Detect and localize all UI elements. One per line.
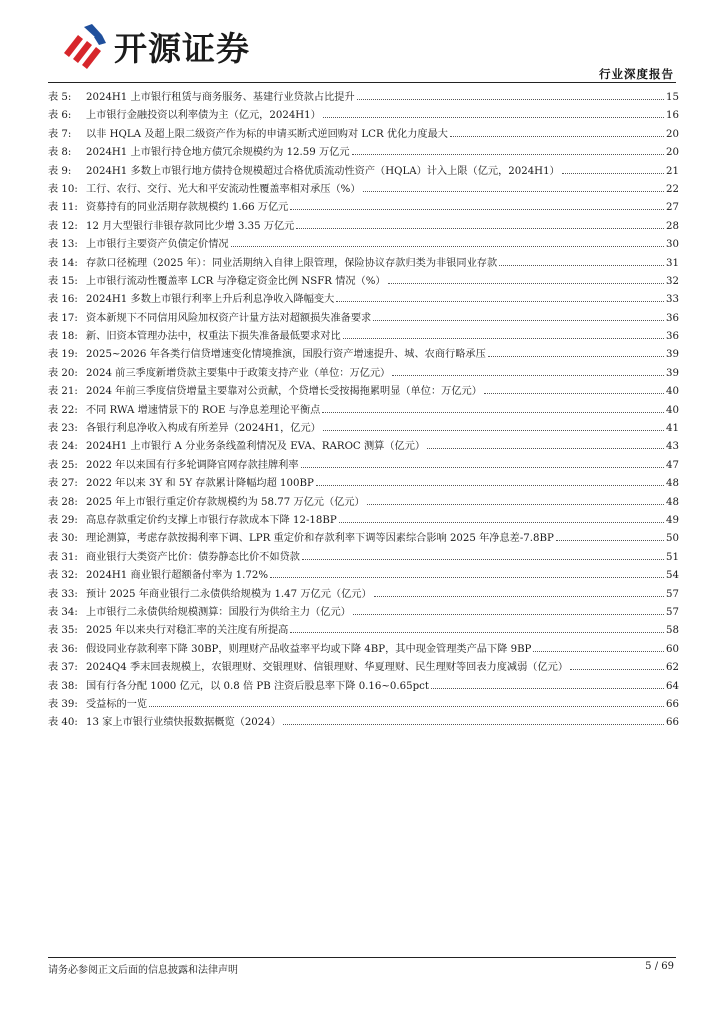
toc-leader-dots — [302, 559, 664, 560]
toc-leader-dots — [431, 688, 664, 689]
toc-leader-dots — [363, 191, 664, 192]
toc-entry-number: 表 19: — [48, 349, 78, 361]
toc-entry-number: 表 11: — [48, 202, 78, 214]
toc-entry[interactable] — [48, 254, 679, 272]
toc-entry[interactable] — [48, 713, 679, 731]
toc-entry-page[interactable]: 43 — [666, 441, 679, 453]
toc-entry-title[interactable]: 2024 年前三季度信贷增量主要靠对公贡献，个贷增长受按揭拖累明显（单位：万亿元） — [86, 386, 482, 398]
toc-leader-dots — [231, 246, 664, 247]
toc-entry-title[interactable]: 高息存款重定价约支撑上市银行存款成本下降 12-18BP — [86, 514, 337, 526]
toc-leader-dots — [392, 375, 664, 376]
toc-entry[interactable] — [48, 658, 679, 676]
toc-entry-page[interactable]: 57 — [666, 588, 679, 600]
toc-entry-page[interactable]: 66 — [666, 698, 679, 710]
toc-entry-title[interactable]: 新、旧资本管理办法中，权重法下损失准备最低要求对比 — [86, 331, 341, 343]
toc-entry-title[interactable]: 预计 2025 年商业银行二永债供给规模为 1.47 万亿元（亿元） — [86, 588, 372, 600]
toc-entry-title[interactable]: 12 月大型银行非银存款同比少增 3.35 万亿元 — [86, 220, 295, 232]
toc-entry-page[interactable]: 58 — [666, 625, 679, 637]
toc-entry-page[interactable]: 20 — [666, 147, 679, 159]
toc-entry-number: 表 21: — [48, 386, 78, 398]
toc-leader-dots — [357, 99, 664, 100]
toc-entry-page[interactable]: 60 — [666, 643, 679, 655]
toc-entry-title[interactable]: 2024H1 上市银行 A 分业务条线盈利情况及 EVA、RAROC 测算（亿元） — [86, 441, 426, 453]
toc-leader-dots — [484, 393, 664, 394]
toc-entry-page[interactable]: 64 — [666, 680, 679, 692]
toc-entry-title[interactable]: 上市银行金融投资以利率债为主（亿元，2024H1） — [86, 110, 321, 122]
toc-entry-title[interactable]: 各银行利息净收入构成有所差异（2024H1，亿元） — [86, 423, 321, 435]
toc-entry-number: 表 37: — [48, 662, 78, 674]
toc-entry-number: 表 35: — [48, 625, 78, 637]
toc-entry[interactable] — [48, 217, 679, 235]
toc-entry-page[interactable]: 22 — [666, 183, 679, 195]
toc-entry-page[interactable]: 48 — [666, 478, 679, 490]
toc-entry-number: 表 34: — [48, 606, 78, 618]
report-type-label: 行业深度报告 — [599, 67, 674, 81]
toc-entry[interactable] — [48, 180, 679, 198]
toc-entry-number: 表 7: — [48, 128, 72, 140]
toc-entry-title[interactable]: 资募持有的同业活期存款规模约 1.66 万亿元 — [86, 202, 289, 214]
toc-entry-title[interactable]: 2025 年以来央行对稳汇率的关注度有所提高 — [86, 625, 289, 637]
toc-entry-title[interactable]: 以非 HQLA 及超上限二级资产作为标的申请买断式逆回购对 LCR 优化力度最大 — [86, 128, 448, 140]
toc-leader-dots — [323, 117, 664, 118]
toc-entry[interactable] — [48, 456, 679, 474]
toc-entry-number: 表 36: — [48, 643, 78, 655]
toc-entry-title[interactable]: 2024Q4 季末回表规模上，农银理财、交银理财、信银理财、华夏理财、民生理财等回表力度减弱（亿元） — [86, 662, 569, 674]
toc-entry[interactable] — [48, 125, 679, 143]
toc-entry-page[interactable]: 41 — [666, 423, 679, 435]
toc-entry-number: 表 20: — [48, 367, 78, 379]
toc-entry[interactable] — [48, 585, 679, 603]
toc-entry[interactable] — [48, 529, 679, 547]
toc-entry-title[interactable]: 理论测算，考虑存款按揭利率下调、LPR 重定价和存款利率下调等因素综合影响 2025 年净息差-7.8BP — [86, 533, 554, 545]
toc-leader-dots — [373, 320, 664, 321]
toc-entry-number: 表 18: — [48, 331, 78, 343]
toc-entry[interactable] — [48, 548, 679, 566]
toc-leader-dots — [290, 632, 664, 633]
toc-entry[interactable] — [48, 640, 679, 658]
toc-leader-dots — [556, 540, 664, 541]
toc-entry-page[interactable]: 39 — [666, 349, 679, 361]
toc-entry-number: 表 16: — [48, 294, 78, 306]
toc-entry-page[interactable]: 16 — [666, 110, 679, 122]
toc-entry[interactable] — [48, 309, 679, 327]
toc-entry-number: 表 10: — [48, 183, 78, 195]
toc-leader-dots — [301, 467, 664, 468]
toc-leader-dots — [283, 724, 664, 725]
toc-entry-page[interactable]: 33 — [666, 294, 679, 306]
toc-entry-number: 表 28: — [48, 496, 78, 508]
footer-divider — [48, 957, 676, 958]
toc-entry[interactable] — [48, 345, 679, 363]
toc-entry-title[interactable]: 上市银行流动性覆盖率 LCR 与净稳定资金比例 NSFR 情况（%） — [86, 275, 386, 287]
toc-entry[interactable] — [48, 566, 679, 584]
toc-entry[interactable] — [48, 364, 679, 382]
toc-entry[interactable] — [48, 272, 679, 290]
toc-leader-dots — [533, 651, 664, 652]
toc-entry-number: 表 5: — [48, 92, 72, 103]
toc-entry[interactable] — [48, 474, 679, 492]
toc-entry-page[interactable]: 36 — [666, 312, 679, 324]
toc-entry-page[interactable]: 66 — [666, 717, 679, 729]
toc-entry-title[interactable]: 存款口径梳理（2025 年）：同业活期纳入自律上限管理，保险协议存款归类为非银同业存款 — [86, 257, 498, 269]
toc-entry[interactable] — [48, 327, 679, 345]
toc-entry-page[interactable]: 32 — [666, 275, 679, 287]
toc-entry[interactable] — [48, 88, 679, 106]
toc-entry-number: 表 17: — [48, 312, 78, 324]
toc-entry-page[interactable]: 62 — [666, 662, 679, 674]
toc-entry-title[interactable]: 2024H1 商业银行超额备付率为 1.72% — [86, 570, 269, 582]
toc-entry-number: 表 38: — [48, 680, 78, 692]
brand-logo — [58, 22, 250, 70]
toc-entry-number: 表 13: — [48, 239, 78, 251]
toc-entry-page[interactable]: 50 — [666, 533, 679, 545]
toc-entry-number: 表 25: — [48, 459, 78, 471]
toc-leader-dots — [339, 522, 664, 523]
toc-entry[interactable] — [48, 695, 679, 713]
toc-entry-title[interactable]: 商业银行大类资产比价：债券静态比价不如贷款 — [86, 551, 300, 563]
toc-entry[interactable] — [48, 603, 679, 621]
toc-leader-dots — [322, 412, 664, 413]
toc-entry-title[interactable]: 资本新规下不同信用风险加权资产计量方法对超额损失准备要求 — [86, 312, 372, 324]
toc-entry-title[interactable]: 13 家上市银行业绩快报数据概览（2024） — [86, 717, 281, 729]
toc-entry-title[interactable]: 2025 年上市银行重定价存款规模约为 58.77 万亿元（亿元） — [86, 496, 365, 508]
toc-entry-number: 表 15: — [48, 275, 78, 287]
toc-entry-page[interactable]: 31 — [666, 257, 679, 269]
toc-entry[interactable] — [48, 290, 679, 308]
toc-entry[interactable] — [48, 143, 679, 161]
toc-entry-number: 表 29: — [48, 514, 78, 526]
toc-leader-dots — [352, 154, 664, 155]
toc-entry[interactable] — [48, 511, 679, 529]
toc-entry-number: 表 31: — [48, 551, 78, 563]
toc-entry-page[interactable]: 21 — [666, 165, 679, 177]
toc-entry-number: 表 32: — [48, 570, 78, 582]
toc-entry-page[interactable]: 28 — [666, 220, 679, 232]
toc-entry[interactable] — [48, 382, 679, 400]
toc-entry-page[interactable]: 48 — [666, 496, 679, 508]
toc-entry-page[interactable]: 20 — [666, 128, 679, 140]
toc-entry[interactable] — [48, 235, 679, 253]
toc-leader-dots — [296, 228, 664, 229]
toc-entry[interactable] — [48, 493, 679, 511]
toc-entry-number: 表 12: — [48, 220, 78, 232]
toc-entry-title[interactable]: 工行、农行、交行、光大和平安流动性覆盖率相对承压（%） — [86, 183, 361, 195]
toc-entry-page[interactable]: 40 — [666, 404, 679, 416]
toc-leader-dots — [570, 669, 664, 670]
toc-entry-title[interactable]: 2022 年以来国有行多轮调降官网存款挂牌利率 — [86, 459, 299, 471]
toc-entry-number: 表 30: — [48, 533, 78, 545]
toc-leader-dots — [343, 338, 664, 339]
toc-entry-title[interactable]: 上市银行二永债供给规模测算：国股行为供给主力（亿元） — [86, 606, 351, 618]
toc-entry-number: 表 14: — [48, 257, 78, 269]
toc-entry[interactable] — [48, 437, 679, 455]
toc-entry-title[interactable]: 2025~2026 年各类行信贷增速变化情境推演，国股行资产增速提升、城、农商行略承压 — [86, 349, 486, 361]
toc-entry-page[interactable]: 47 — [666, 459, 679, 471]
toc-entry-title[interactable]: 2024H1 上市银行租赁与商务服务、基建行业贷款占比提升 — [86, 92, 355, 103]
toc-entry[interactable] — [48, 401, 679, 419]
toc-leader-dots — [450, 136, 664, 137]
toc-leader-dots — [388, 283, 664, 284]
toc-entry-page[interactable]: 39 — [666, 367, 679, 379]
toc-leader-dots — [290, 209, 664, 210]
toc-entry-title[interactable]: 2024H1 多数上市银行地方债持仓规模超过合格优质流动性资产（HQLA）计入上限（亿元，2024H1） — [86, 165, 560, 177]
toc-entry-page[interactable]: 57 — [666, 606, 679, 618]
toc-entry-page[interactable]: 40 — [666, 386, 679, 398]
toc-entry[interactable] — [48, 621, 679, 639]
toc-entry-title[interactable]: 2024 前三季度新增贷款主要集中于政策支持产业（单位：万亿元） — [86, 367, 391, 379]
toc-entry-number: 表 8: — [48, 147, 72, 159]
toc-entry-number: 表 39: — [48, 698, 78, 710]
page-indicator: 5 / 69 — [645, 961, 674, 972]
toc-entry[interactable] — [48, 419, 679, 437]
header-divider — [48, 82, 676, 83]
toc-leader-dots — [353, 614, 664, 615]
toc-entry[interactable] — [48, 106, 679, 124]
toc-entry-number: 表 27: — [48, 478, 78, 490]
toc-entry-page[interactable]: 15 — [666, 92, 679, 103]
toc-entry-number: 表 22: — [48, 404, 78, 416]
toc-entry-number: 表 33: — [48, 588, 78, 600]
toc-entry-number: 表 6: — [48, 110, 72, 122]
toc-entry-title[interactable]: 不同 RWA 增速情景下的 ROE 与净息差理论平衡点 — [86, 404, 321, 416]
toc-entry[interactable] — [48, 677, 679, 695]
toc-entry-title[interactable]: 受益标的一览 — [86, 698, 148, 710]
toc-leader-dots — [316, 485, 664, 486]
toc-entry-number: 表 24: — [48, 441, 78, 453]
toc-leader-dots — [323, 430, 664, 431]
brand-name: 开源证券 — [114, 28, 250, 68]
toc-leader-dots — [367, 504, 664, 505]
toc-leader-dots — [562, 173, 664, 174]
toc-entry-page[interactable]: 27 — [666, 202, 679, 214]
toc-leader-dots — [499, 265, 664, 266]
toc-entry-title[interactable]: 假设同业存款利率下降 30BP，则理财产品收益率平均或下降 4BP，其中现金管理类产品下降 9BP — [86, 643, 532, 655]
toc-entry-number: 表 23: — [48, 423, 78, 435]
toc-entry[interactable] — [48, 162, 679, 180]
toc-leader-dots — [374, 596, 664, 597]
toc-leader-dots — [427, 448, 664, 449]
toc-leader-dots — [488, 356, 664, 357]
toc-entry-title[interactable]: 上市银行主要资产负债定价情况 — [86, 239, 229, 251]
toc-entry-title[interactable]: 2024H1 上市银行持仓地方债冗余规模约为 12.59 万亿元 — [86, 147, 350, 159]
toc-entry-page[interactable]: 36 — [666, 331, 679, 343]
brand-logo-icon — [58, 23, 108, 69]
toc-leader-dots — [336, 301, 664, 302]
disclaimer-text: 请务必参阅正文后面的信息披露和法律声明 — [48, 965, 238, 976]
toc-entry-page[interactable]: 51 — [666, 551, 679, 563]
toc-entry-number: 表 40: — [48, 717, 78, 729]
toc-entry-title[interactable]: 国有行各分配 1000 亿元，以 0.8 倍 PB 注资后股息率下降 0.16~0.65pct — [86, 680, 429, 692]
toc-entry-page[interactable]: 54 — [666, 570, 679, 582]
toc-entry-title[interactable]: 2024H1 多数上市银行利率上升后利息净收入降幅变大 — [86, 294, 335, 306]
toc-leader-dots — [149, 706, 664, 707]
toc-leader-dots — [270, 577, 664, 578]
toc-entry-number: 表 9: — [48, 165, 72, 177]
toc-entry-page[interactable]: 49 — [666, 514, 679, 526]
toc-entry-page[interactable]: 30 — [666, 239, 679, 251]
toc-entry[interactable] — [48, 198, 679, 216]
table-of-contents — [48, 88, 679, 732]
toc-entry-title[interactable]: 2022 年以来 3Y 和 5Y 存款累计降幅均超 100BP — [86, 478, 314, 490]
